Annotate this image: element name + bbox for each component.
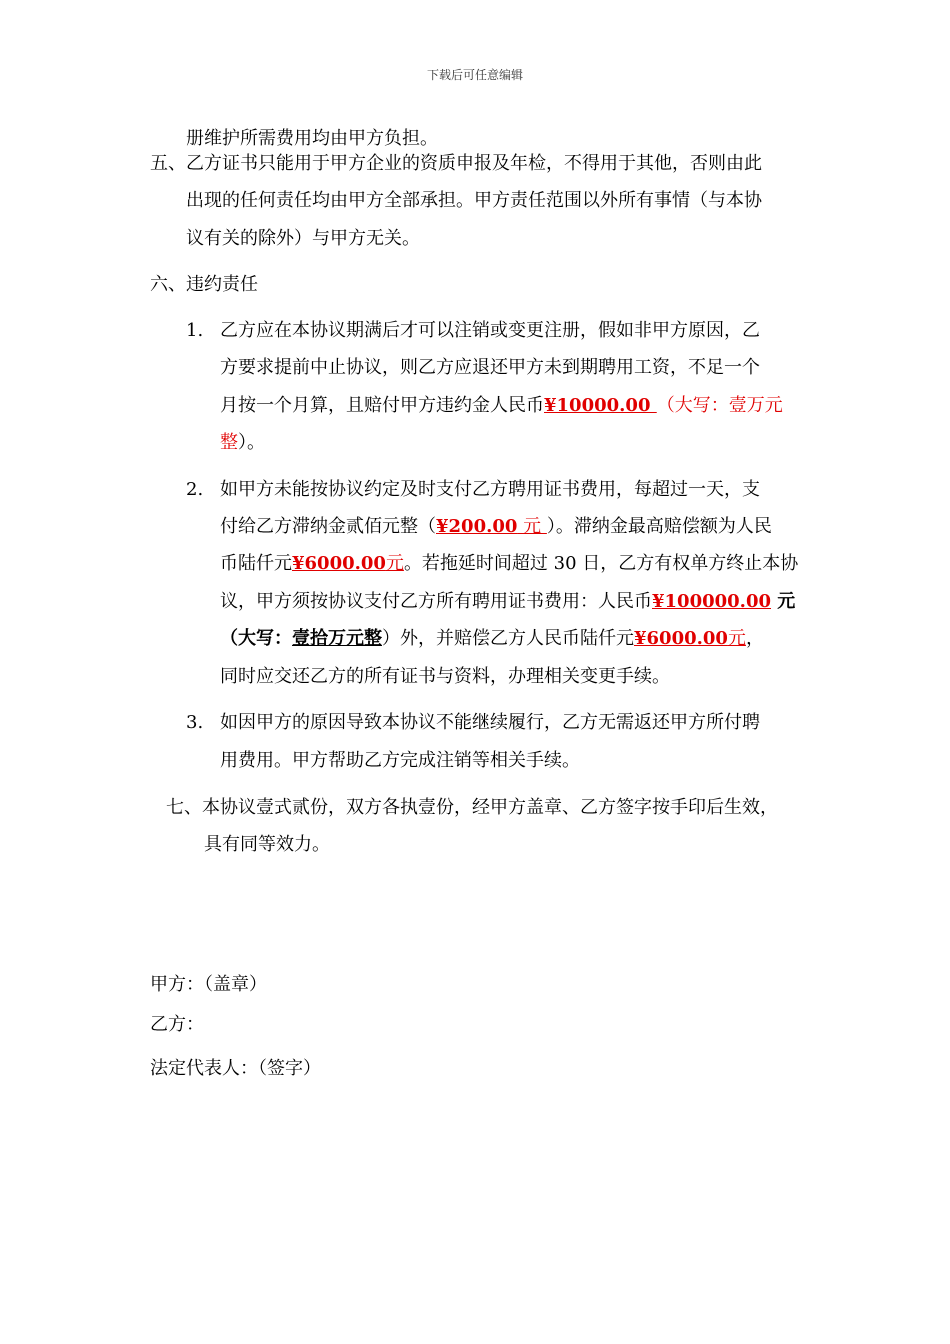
penalty-amount-words: （大写：壹万元 — [656, 395, 783, 416]
certificate-fee-amount: ¥100000.00 — [652, 591, 771, 612]
item-1-number: 1. — [186, 320, 204, 341]
certificate-fee-words: 壹拾万元整 — [292, 628, 382, 649]
item-2-line-4: 议，甲方须按协议支付乙方所有聘用证书费用：人民币¥100000.00 元 — [220, 591, 796, 612]
item-3-number: 3. — [186, 712, 204, 733]
item-2-line-2: 付给乙方滞纳金贰佰元整（¥200.00 元 ）。滞纳金最高赔偿额为人民 — [220, 516, 772, 537]
max-compensation-amount: ¥6000.00 — [292, 553, 386, 574]
section-5-line-2: 出现的任何责任均由甲方全部承担。甲方责任范围以外所有事情（与本协 — [186, 190, 762, 211]
item-2-line-3: 币陆仟元¥6000.00元。若拖延时间超过 30 日，乙方有权单方终止本协 — [220, 553, 799, 574]
item-1-line-3: 月按一个月算，且赔付甲方违约金人民币¥10000.00 （大写：壹万元 — [220, 395, 783, 416]
item-3-line-2: 用费用。甲方帮助乙方完成注销等相关手续。 — [220, 750, 580, 771]
item-1-line-2: 方要求提前中止协议，则乙方应退还甲方未到期聘用工资，不足一个 — [220, 357, 760, 378]
compensation-amount: ¥6000.00 — [634, 628, 728, 649]
section-5-line-1: 五、乙方证书只能用于甲方企业的资质申报及年检，不得用于其他，否则由此 — [150, 153, 762, 174]
section-6-title: 六、违约责任 — [150, 274, 258, 295]
late-fee-amount: ¥200.00 — [436, 516, 518, 537]
item-3-line-1: 3. 如因甲方的原因导致本协议不能继续履行，乙方无需返还甲方所付聘 — [186, 712, 760, 733]
item-2-number: 2. — [186, 479, 204, 500]
item-1-line-4: 整）。 — [220, 432, 265, 453]
item-2-line-6: 同时应交还乙方的所有证书与资料，办理相关变更手续。 — [220, 666, 670, 687]
item-1-line-1: 1. 乙方应在本协议期满后才可以注销或变更注册，假如非甲方原因，乙 — [186, 320, 760, 341]
section-4-tail: 册维护所需费用均由甲方负担。 — [186, 128, 438, 149]
section-7-line-1: 七、本协议壹式贰份，双方各执壹份，经甲方盖章、乙方签字按手印后生效， — [166, 797, 778, 818]
penalty-amount: ¥10000.00 — [544, 395, 657, 416]
page-header: 下载后可任意编辑 — [426, 68, 523, 82]
legal-representative-signature: 法定代表人：（签字） — [150, 1058, 321, 1079]
party-b-signature: 乙方： — [150, 1014, 204, 1035]
section-7-line-2: 具有同等效力。 — [204, 834, 330, 855]
item-2-line-5: （大写：壹拾万元整）外，并赔偿乙方人民币陆仟元¥6000.00元， — [220, 628, 764, 649]
item-2-line-1: 2. 如甲方未能按协议约定及时支付乙方聘用证书费用，每超过一天，支 — [186, 479, 760, 500]
party-a-signature: 甲方：（盖章） — [150, 974, 267, 995]
section-5-line-3: 议有关的除外）与甲方无关。 — [186, 228, 420, 249]
